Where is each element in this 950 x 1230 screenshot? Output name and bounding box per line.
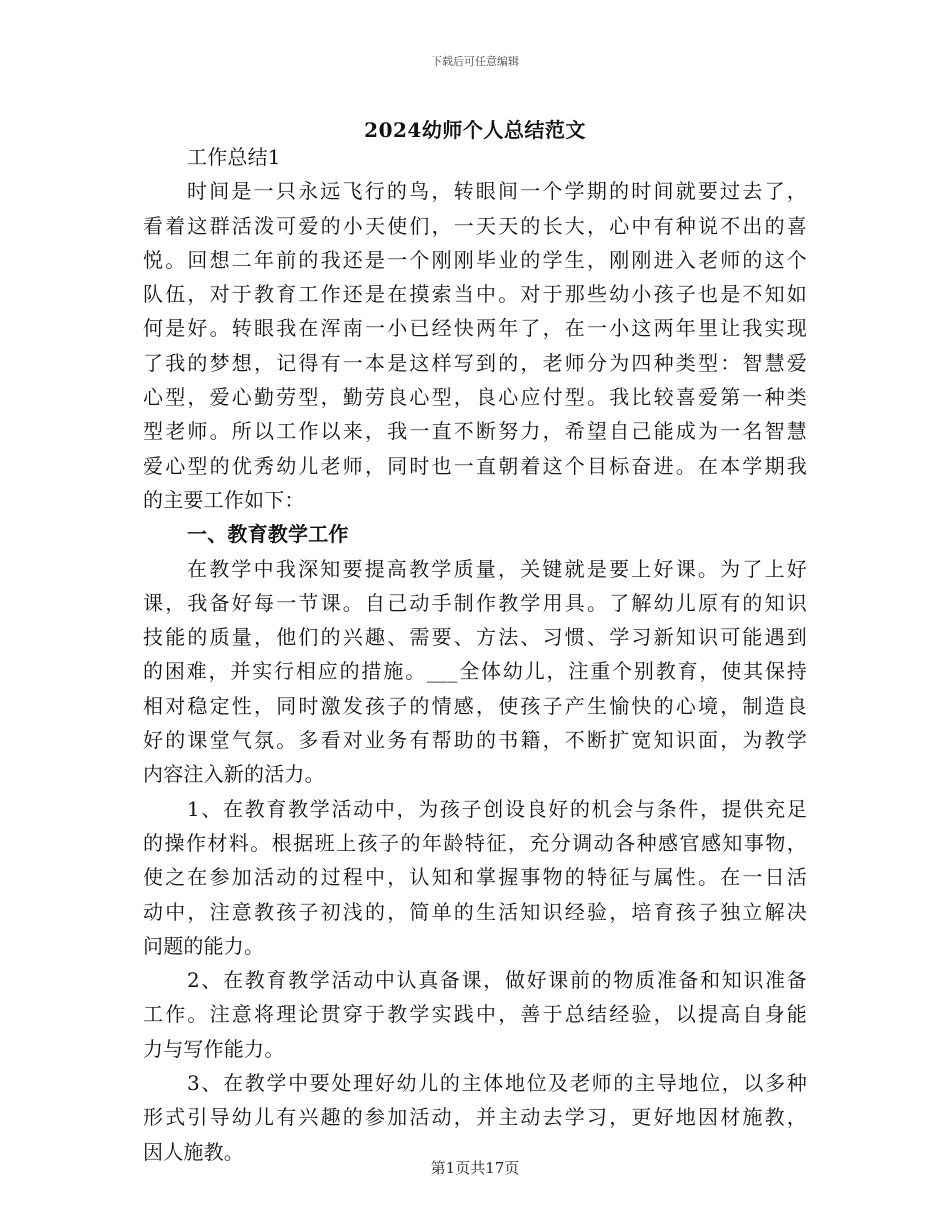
- text-line: 相对稳定性，同时激发孩子的情感，使孩子产生愉快的心境，制造良: [143, 693, 807, 718]
- text-line: 形式引导幼儿有兴趣的参加活动，并主动去学习，更好地因材施教，: [143, 1105, 807, 1130]
- document-body: [143, 140, 807, 1169]
- text-line: 型老师。所以工作以来，我一直不断努力，希望自己能成为一名智慧: [143, 419, 807, 444]
- text-line: 工作。注意将理论贯穿于教学实践中，善于总结经验，以提高自身能: [143, 1002, 807, 1027]
- text-line: 工作总结1: [187, 145, 281, 169]
- text-line: 心型，爱心勤劳型，勤劳良心型，良心应付型。我比较喜爱第一种类: [143, 385, 807, 410]
- text-line: 好的课堂气氛。多看对业务有帮助的书籍，不断扩宽知识面，为教学: [143, 728, 807, 753]
- text-line: 3、在教学中要处理好幼儿的主体地位及老师的主导地位，以多种: [187, 1071, 807, 1096]
- text-line: 使之在参加活动的过程中，认知和掌握事物的特征与属性。在一日活: [143, 865, 807, 890]
- text-line: 动中，注意教孩子初浅的，简单的生活知识经验，培育孩子独立解决: [143, 899, 807, 924]
- section-heading: 一、教育教学工作: [187, 522, 349, 547]
- text-line: 何是好。转眼我在浑南一小已经快两年了，在一小这两年里让我实现: [143, 316, 807, 341]
- text-line: 的操作材料。根据班上孩子的年龄特征，充分调动各种感官感知事物，: [143, 830, 807, 855]
- text-line: 的困难，并实行相应的措施。___全体幼儿，注重个别教育，使其保持: [143, 659, 807, 684]
- text-line: 在教学中我深知要提高教学质量，关键就是要上好课。为了上好: [187, 556, 807, 581]
- text-line: 因人施教。: [143, 1139, 244, 1164]
- text-line: 问题的能力。: [143, 933, 265, 958]
- text-line: 悦。回想二年前的我还是一个刚刚毕业的学生，刚刚进入老师的这个: [143, 247, 807, 272]
- page-footer: 第1页共17页: [430, 1159, 520, 1177]
- text-line: 的主要工作如下：: [143, 487, 305, 512]
- page-header-note: 下载后可任意编辑: [431, 55, 519, 68]
- text-line: 了我的梦想，记得有一本是这样写到的，老师分为四种类型：智慧爱: [143, 350, 807, 375]
- text-line: 2、在教育教学活动中认真备课，做好课前的物质准备和知识准备: [187, 968, 807, 993]
- text-line: 内容注入新的活力。: [143, 762, 325, 787]
- text-line: 1、在教育教学活动中，为孩子创设良好的机会与条件，提供充足: [187, 796, 807, 821]
- text-line: 技能的质量，他们的兴趣、需要、方法、习惯、学习新知识可能遇到: [143, 625, 807, 650]
- text-line: 队伍，对于教育工作还是在摸索当中。对于那些幼小孩子也是不知如: [143, 282, 807, 307]
- text-line: 看着这群活泼可爱的小天使们，一天天的长大，心中有种说不出的喜: [143, 213, 807, 238]
- text-line: 力与写作能力。: [143, 1036, 285, 1061]
- text-line: 时间是一只永远飞行的鸟，转眼间一个学期的时间就要过去了，: [187, 179, 807, 204]
- text-line: 课，我备好每一节课。自己动手制作教学用具。了解幼儿原有的知识: [143, 590, 807, 615]
- document-title: 2024幼师个人总结范文: [364, 118, 586, 142]
- text-line: 爱心型的优秀幼儿老师，同时也一直朝着这个目标奋进。在本学期我: [143, 453, 807, 478]
